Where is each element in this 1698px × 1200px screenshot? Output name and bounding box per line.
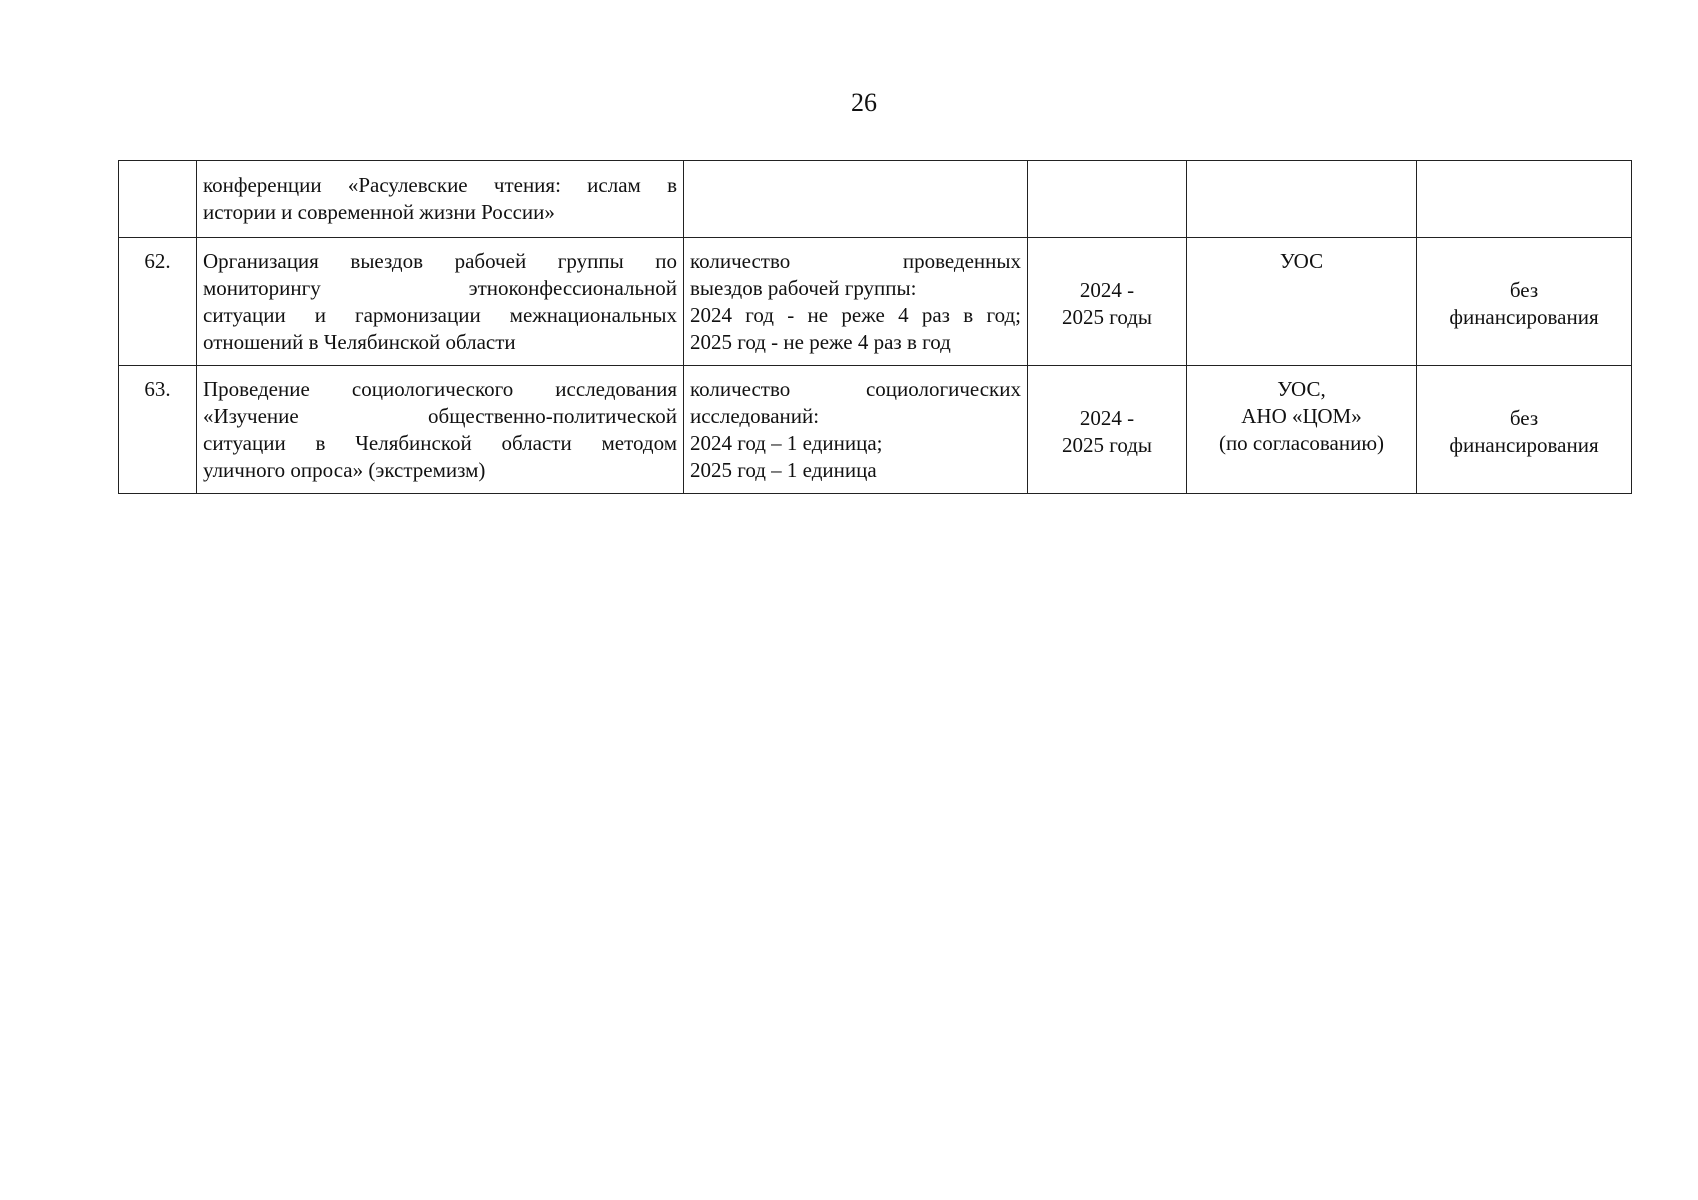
event-line: Организация выездов рабочей группы по xyxy=(203,249,677,273)
indicator-cell xyxy=(684,366,1028,494)
page-number: 26 xyxy=(851,88,877,117)
executor-cell xyxy=(1187,238,1417,366)
indicator-line: 2025 год - не реже 4 раз в год xyxy=(690,330,951,354)
executor-line: УОС xyxy=(1279,249,1324,273)
period-line: 2024 - xyxy=(1079,405,1135,430)
period-cell xyxy=(1028,238,1187,366)
row-number-cell xyxy=(119,161,197,238)
event-line: «Изучение общественно-политической xyxy=(203,404,677,428)
event-line: Проведение социологического исследования xyxy=(203,377,677,401)
event-cell xyxy=(197,161,684,238)
funding-line: финансирования xyxy=(1449,304,1599,329)
executor-cell xyxy=(1187,161,1417,238)
event-line: уличного опроса» (экстремизм) xyxy=(203,458,486,482)
indicator-line: количество социологических xyxy=(690,377,1021,401)
indicator-cell xyxy=(684,161,1028,238)
period-cell xyxy=(1028,161,1187,238)
indicator-line: 2025 год – 1 единица xyxy=(690,458,877,482)
event-cell xyxy=(197,366,684,494)
indicator-line: 2024 год - не реже 4 раз в год; xyxy=(690,303,1021,327)
executor-line: УОС, xyxy=(1277,377,1326,401)
executor-line: (по согласованию) xyxy=(1218,431,1385,455)
table-row xyxy=(119,238,1632,366)
period-line: 2025 годы xyxy=(1061,432,1153,457)
executor-line: АНО «ЦОМ» xyxy=(1241,404,1362,428)
event-cell xyxy=(197,238,684,366)
row-number-cell: 62. xyxy=(119,238,197,366)
funding-line: без xyxy=(1509,405,1539,430)
event-line: ситуации и гармонизации межнациональных xyxy=(203,303,677,327)
event-line: мониторингу этноконфессиональной xyxy=(203,276,677,300)
event-line: истории и современной жизни России» xyxy=(203,200,555,224)
period-line: 2024 - xyxy=(1079,277,1135,302)
executor-cell xyxy=(1187,366,1417,494)
event-line: ситуации в Челябинской области методом xyxy=(203,431,677,455)
period-line: 2025 годы xyxy=(1061,304,1153,329)
table-row xyxy=(119,366,1632,494)
activities-table xyxy=(118,160,1632,494)
funding-cell xyxy=(1417,366,1632,494)
indicator-line: выездов рабочей группы: xyxy=(690,276,917,300)
funding-line: финансирования xyxy=(1449,432,1599,457)
event-line: конференции «Расулевские чтения: ислам в xyxy=(203,173,677,197)
funding-line: без xyxy=(1509,277,1539,302)
funding-cell xyxy=(1417,161,1632,238)
indicator-line: количество проведенных xyxy=(690,249,1021,273)
indicator-line: исследований: xyxy=(690,404,820,428)
period-cell xyxy=(1028,366,1187,494)
indicator-line: 2024 год – 1 единица; xyxy=(690,431,883,455)
row-number-cell: 63. xyxy=(119,366,197,494)
indicator-cell xyxy=(684,238,1028,366)
funding-cell xyxy=(1417,238,1632,366)
event-line: отношений в Челябинской области xyxy=(203,330,516,354)
table-row xyxy=(119,161,1632,238)
